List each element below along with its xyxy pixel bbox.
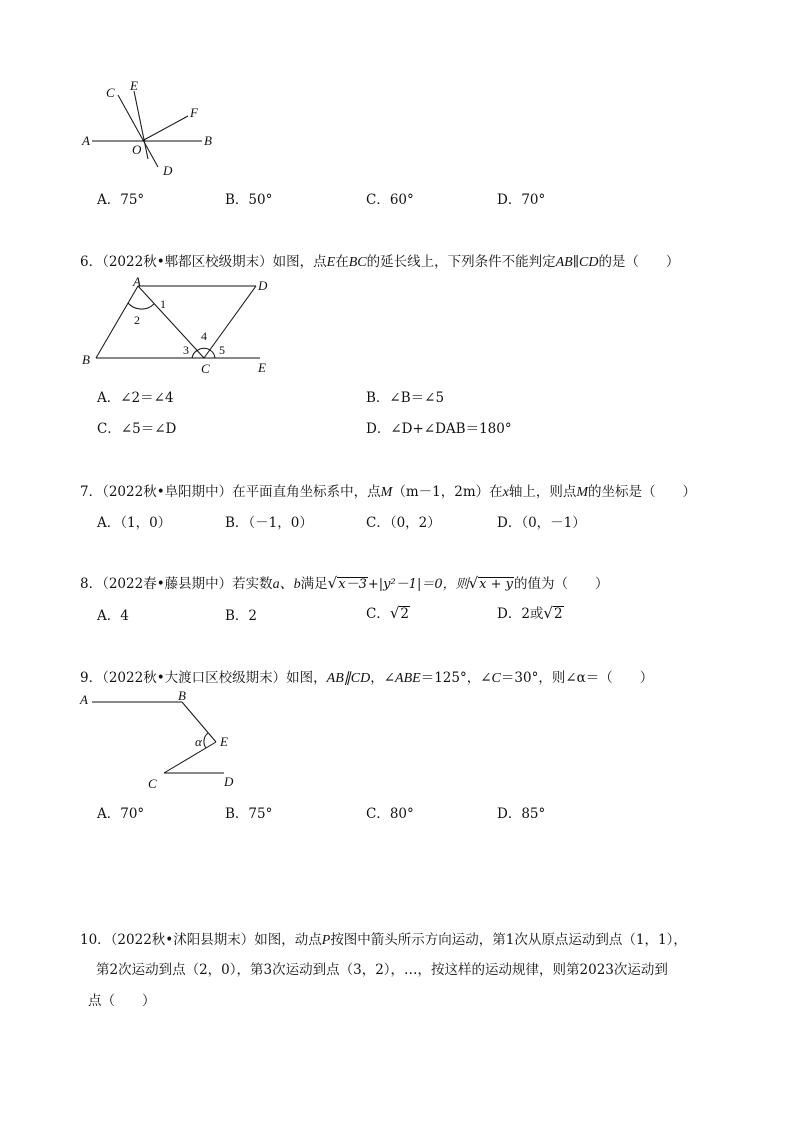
q10-stem-line2: 第2次运动到点（2，0），第3次运动到点（3，2），…，按这样的运动规律，则第2023次运动到 [96,962,668,978]
q9-option-d[interactable]: D．85° [497,806,546,822]
q8-option-b[interactable]: B．2 [225,608,258,624]
q8-option-a[interactable]: A．4 [97,608,129,624]
label-b: B [178,690,186,703]
svg-text:3: 3 [183,343,189,357]
q6-option-d[interactable]: D．∠D+∠DAB＝180° [366,421,512,437]
label-b: B [204,133,212,148]
label-c: C [106,85,115,100]
q5-option-c[interactable]: C．60° [366,192,414,208]
sqrt-x-plus-y: x + y [479,577,514,592]
q5-option-a[interactable]: A．75° [97,192,145,208]
label-f: F [190,105,198,120]
svg-text:5: 5 [219,343,225,357]
q6-option-b[interactable]: B．∠B＝∠5 [366,390,445,406]
q6-option-c[interactable]: C．∠5＝∠D [97,421,177,437]
label-e: E [258,360,266,375]
q5-figure [80,75,220,185]
sqrt-x-minus-3: x－3 [338,577,367,592]
q8-option-d[interactable]: D．2或√2 [497,604,563,622]
label-b: B [82,352,90,367]
q6-stem: 6．（2022秋•郫都区校级期末）如图，点E在BC的延长线上，下列条件不能判定AB∥CD的是（ ） [80,254,680,270]
q7-option-d[interactable]: D．（0，－1） [497,515,586,531]
q9-option-c[interactable]: C．80° [366,806,414,822]
q6-figure [78,272,278,380]
q10-stem-line3: 点（ ） [88,993,156,1009]
q7-stem: 7．（2022秋•阜阳期中）在平面直角坐标系中，点M（m－1，2m）在x轴上，则点M的坐标是（ ） [80,484,697,500]
label-o: O [132,142,142,157]
label-d: D [163,163,173,178]
label-alpha: α [195,734,202,749]
q9-figure [78,690,248,795]
label-e: E [130,78,138,93]
q8-stem: 8．（2022春•藤县期中）若实数a、b满足√x－3+|y²－1|＝0，则√x + y的值为（ ） [80,574,609,592]
label-e: E [220,734,228,749]
svg-text:4: 4 [201,329,207,343]
svg-text:2: 2 [134,313,140,327]
angle-arc-a [128,303,154,309]
ray-of [142,116,188,141]
label-a: A [80,692,88,707]
svg-text:1: 1 [160,297,166,311]
label-c: C [148,776,157,791]
q9-option-a[interactable]: A．70° [97,806,145,822]
angle-arc-c [192,348,215,358]
q7-option-b[interactable]: B．（－1，0） [225,515,313,531]
label-c: C [201,361,210,376]
q5-option-b[interactable]: B．50° [225,192,273,208]
label-a: A [133,274,141,289]
q8-option-c[interactable]: C．√2 [366,604,409,622]
q9-option-b[interactable]: B．75° [225,806,273,822]
label-d: D [258,278,268,293]
label-d: D [224,774,234,789]
q5-option-d[interactable]: D．70° [497,192,546,208]
label-a: A [82,133,90,148]
q7-option-c[interactable]: C．（0，2） [366,515,441,531]
angle-alpha-arc [204,733,208,748]
q7-option-a[interactable]: A．（1，0） [97,515,172,531]
q10-stem-line1: 10．（2022秋•沭阳县期末）如图，动点P按图中箭头所示方向运动，第1次从原点运动到点（1，1）， [80,932,687,948]
q6-option-a[interactable]: A．∠2＝∠4 [97,390,174,406]
q9-stem: 9．（2022秋•大渡口区校级期末）如图，AB∥CD，∠ABE＝125°，∠C＝30°，则∠α＝（ ） [80,670,654,686]
